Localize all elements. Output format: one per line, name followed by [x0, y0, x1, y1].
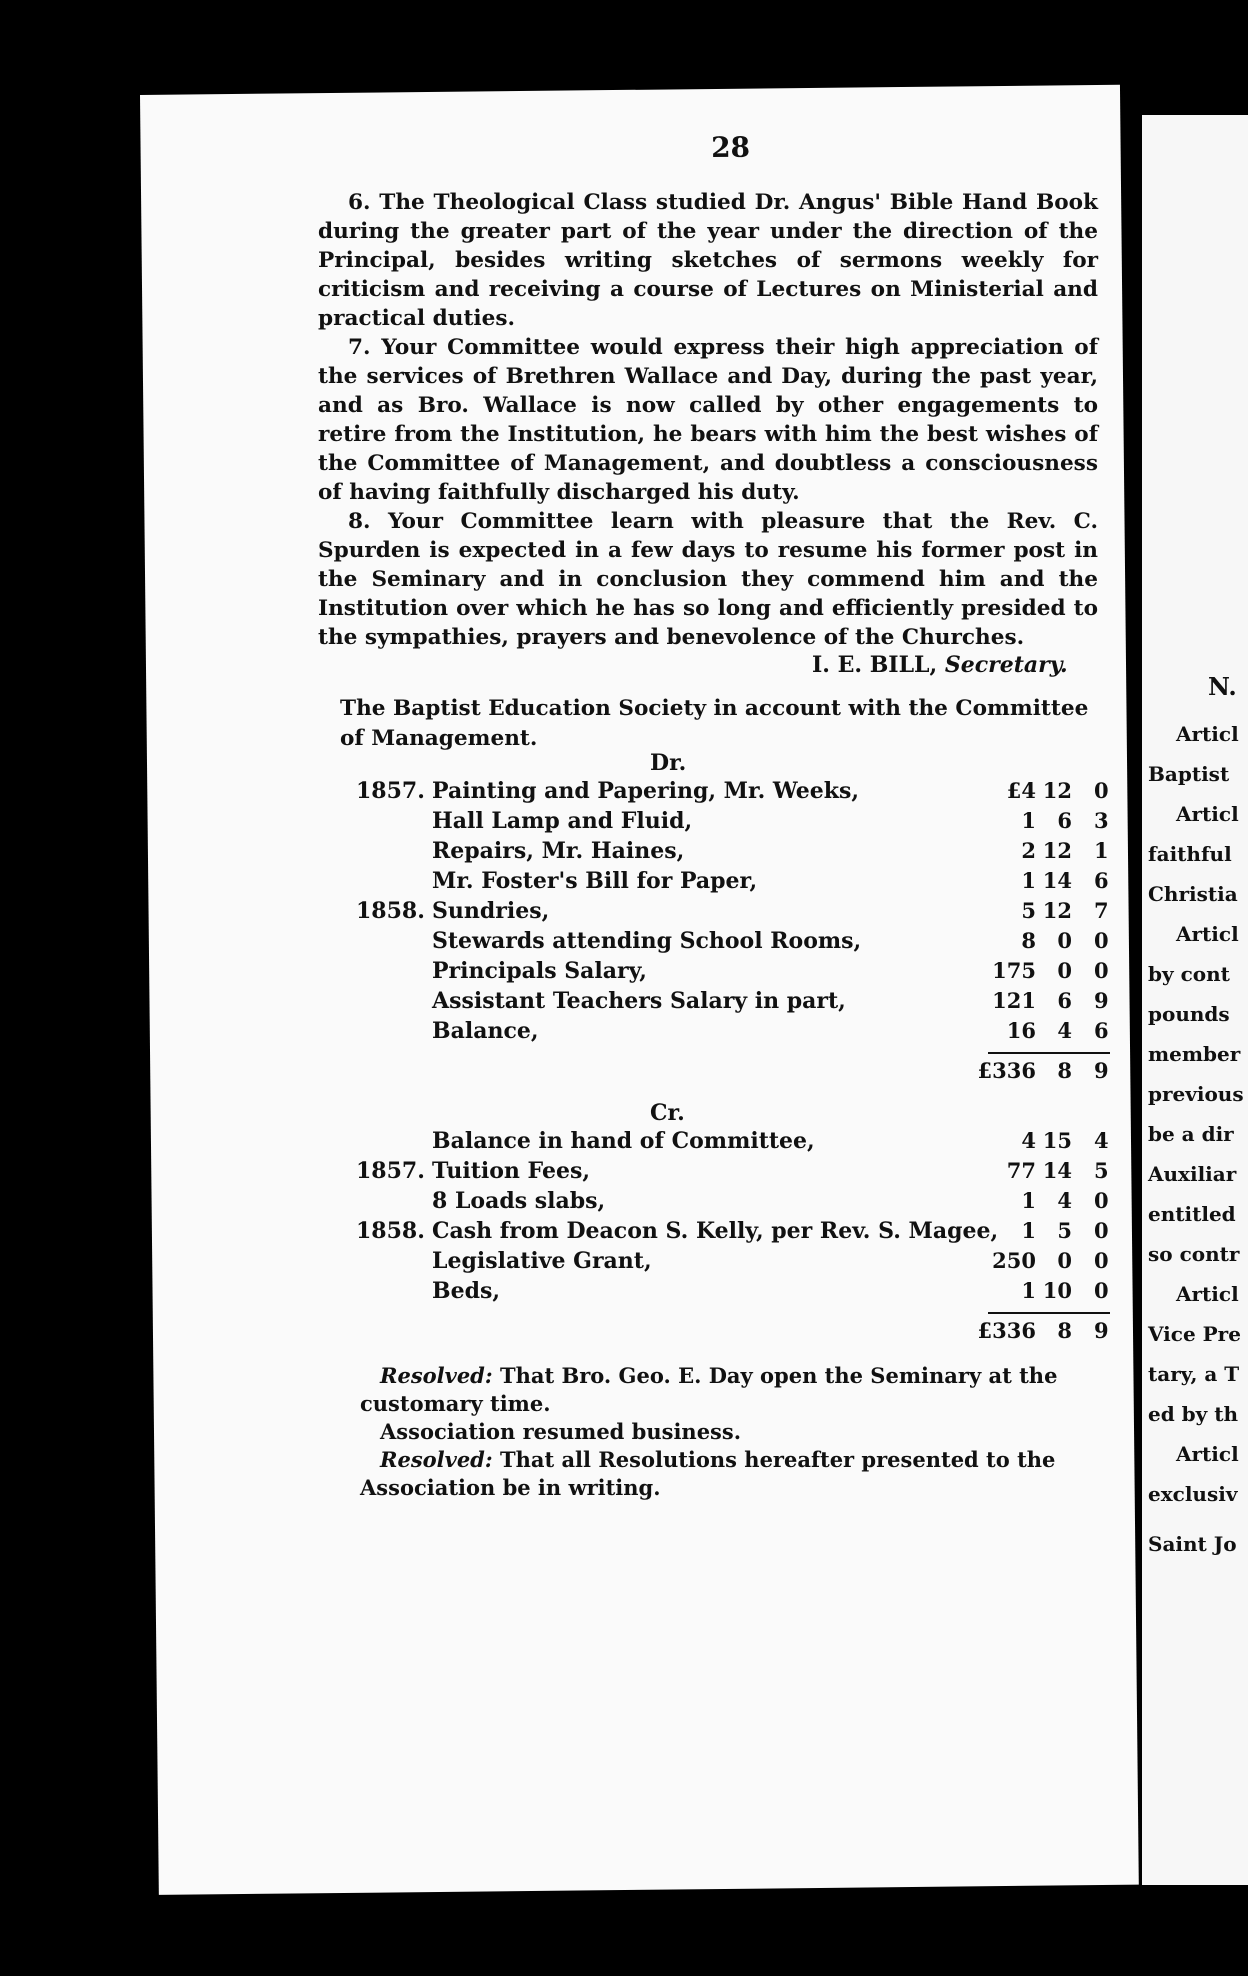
debit-pence: 0	[1094, 778, 1109, 803]
debit-item: Repairs, Mr. Haines,	[432, 838, 685, 864]
credit-total-rule	[988, 1312, 1110, 1314]
credit-shillings: 0	[1057, 1248, 1072, 1273]
debit-pence: 6	[1094, 1018, 1109, 1043]
debit-total-pounds: £336	[977, 1058, 1036, 1083]
resolution-text: That all Resolutions hereafter presented to the Association be in writing.	[360, 1447, 1056, 1500]
debit-shillings: 14	[1042, 868, 1072, 893]
signature-title: Secretary.	[944, 652, 1068, 678]
debit-item: Painting and Papering, Mr. Weeks,	[432, 778, 860, 804]
debit-item: Sundries,	[432, 898, 550, 924]
credit-pounds: 77	[1006, 1158, 1036, 1183]
right-page-line: pounds	[1148, 1002, 1230, 1026]
credit-year: 1857.	[356, 1158, 425, 1184]
right-page-line: member	[1148, 1042, 1241, 1066]
credit-pounds: 250	[992, 1248, 1036, 1273]
right-page-line: Articl	[1176, 802, 1239, 826]
paragraph-6: 6. The Theological Class studied Dr. Angus' Bible Hand Book during the greater part of the year under the direction of the Principal, besides writing sketches of sermons weekly for criticism and receiving a course of Lectures on Ministerial and practical duties.	[318, 190, 1098, 331]
debit-year: 1858.	[356, 898, 425, 924]
right-page-line: previous	[1148, 1082, 1244, 1106]
right-page-line: exclusiv	[1148, 1482, 1238, 1506]
debit-shillings: 0	[1057, 928, 1072, 953]
debit-pounds: 1	[1021, 868, 1036, 893]
right-page-fragment	[1142, 115, 1248, 1885]
right-page-line: Articl	[1176, 1282, 1239, 1306]
right-page-line: by cont	[1148, 962, 1230, 986]
debit-item: Principals Salary,	[432, 958, 647, 984]
credit-pence: 5	[1094, 1158, 1109, 1183]
right-page-line: Baptist	[1148, 762, 1230, 786]
page-number: 28	[710, 130, 751, 165]
debit-shillings: 6	[1057, 988, 1072, 1013]
resolutions	[360, 1362, 1100, 1502]
debit-shillings: 6	[1057, 808, 1072, 833]
debit-shillings: 12	[1042, 778, 1072, 803]
right-page-line: faithful	[1148, 842, 1232, 866]
debit-pence: 9	[1094, 988, 1109, 1013]
debit-total-rule	[988, 1052, 1110, 1054]
debit-pounds: 5	[1021, 898, 1036, 923]
debit-shillings: 12	[1042, 898, 1072, 923]
resolution-label: Resolved:	[380, 1447, 500, 1472]
credit-year: 1858.	[356, 1218, 425, 1244]
credit-pence: 0	[1094, 1188, 1109, 1213]
right-page-line: Articl	[1176, 1442, 1239, 1466]
debit-item: Balance,	[432, 1018, 539, 1044]
credit-item: Legislative Grant,	[432, 1248, 652, 1274]
credit-pounds: 4	[1021, 1128, 1036, 1153]
debit-heading: Dr.	[650, 750, 687, 776]
resolution-text: Association resumed business.	[380, 1419, 742, 1444]
credit-pounds: 1	[1021, 1188, 1036, 1213]
debit-shillings: 4	[1057, 1018, 1072, 1043]
debit-pence: 7	[1094, 898, 1109, 923]
credit-item: Beds,	[432, 1278, 501, 1304]
debit-pence: 0	[1094, 958, 1109, 983]
debit-pence: 0	[1094, 928, 1109, 953]
debit-pounds: 121	[992, 988, 1036, 1013]
credit-total-shillings: 8	[1057, 1318, 1072, 1343]
credit-shillings: 10	[1042, 1278, 1072, 1303]
credit-total-pence: 9	[1094, 1318, 1109, 1343]
debit-pounds: 16	[1006, 1018, 1036, 1043]
credit-shillings: 5	[1057, 1218, 1072, 1243]
debit-pounds: 8	[1021, 928, 1036, 953]
paragraph-7: 7. Your Committee would express their high appreciation of the services of Brethren Wallace and Day, during the past year, and as Bro. Wallace is now called by other engagements to retire from the Institution, he bears with him the best wishes of the Committee of Management, and doubtless a consciousness of having faithfully discharged his duty.	[318, 335, 1098, 505]
right-page-line: N.	[1208, 672, 1237, 701]
credit-pounds: 1	[1021, 1218, 1036, 1243]
debit-pence: 3	[1094, 808, 1109, 833]
credit-item: Balance in hand of Committee,	[432, 1128, 815, 1154]
debit-item: Assistant Teachers Salary in part,	[432, 988, 846, 1014]
debit-pounds: 175	[992, 958, 1036, 983]
debit-pounds: £4	[1006, 778, 1036, 803]
debit-shillings: 0	[1057, 958, 1072, 983]
resolution-2	[360, 1446, 1100, 1502]
credit-shillings: 4	[1057, 1188, 1072, 1213]
right-page-line: so contr	[1148, 1242, 1240, 1266]
debit-item: Stewards attending School Rooms,	[432, 928, 862, 954]
credit-item: Tuition Fees,	[432, 1158, 591, 1184]
credit-shillings: 14	[1042, 1158, 1072, 1183]
debit-pounds: 2	[1021, 838, 1036, 863]
resolution-text: That Bro. Geo. E. Day open the Seminary at the customary time.	[360, 1363, 1058, 1416]
credit-pence: 4	[1094, 1128, 1109, 1153]
right-page-line: tary, a T	[1148, 1362, 1240, 1386]
debit-item: Mr. Foster's Bill for Paper,	[432, 868, 758, 894]
resolution-1	[360, 1418, 1100, 1446]
right-page-line: Vice Pre	[1148, 1322, 1241, 1346]
right-page-line: Christia	[1148, 882, 1238, 906]
right-page-line: Auxiliar	[1148, 1162, 1237, 1186]
right-page-line: Articl	[1176, 722, 1239, 746]
debit-pounds: 1	[1021, 808, 1036, 833]
credit-pence: 0	[1094, 1278, 1109, 1303]
debit-pence: 6	[1094, 868, 1109, 893]
debit-total-shillings: 8	[1057, 1058, 1072, 1083]
right-page-line: Saint Jo	[1148, 1532, 1237, 1556]
credit-pounds: 1	[1021, 1278, 1036, 1303]
right-page-line: Articl	[1176, 922, 1239, 946]
debit-item: Hall Lamp and Fluid,	[432, 808, 693, 834]
credit-pence: 0	[1094, 1248, 1109, 1273]
debit-year: 1857.	[356, 778, 425, 804]
debit-pence: 1	[1094, 838, 1109, 863]
right-page-line: be a dir	[1148, 1122, 1234, 1146]
credit-pence: 0	[1094, 1218, 1109, 1243]
debit-total-pence: 9	[1094, 1058, 1109, 1083]
credit-heading: Cr.	[650, 1100, 685, 1126]
debit-shillings: 12	[1042, 838, 1072, 863]
credit-item: Cash from Deacon S. Kelly, per Rev. S. Magee,	[432, 1218, 999, 1244]
account-title: The Baptist Education Society in account with the Committee of Management.	[340, 696, 1089, 751]
credit-total-pounds: £336	[977, 1318, 1036, 1343]
credit-shillings: 15	[1042, 1128, 1072, 1153]
resolution-0	[360, 1362, 1100, 1418]
paragraph-8: 8. Your Committee learn with pleasure that the Rev. C. Spurden is expected in a few days to resume his former post in the Seminary and in conclusion they commend him and the Institution over which he has so long and efficiently presided to the sympathies, prayers and benevolence of the Churches.	[318, 509, 1098, 650]
right-page-line: entitled	[1148, 1202, 1236, 1226]
credit-item: 8 Loads slabs,	[432, 1188, 606, 1214]
right-page-line: ed by th	[1148, 1402, 1239, 1426]
resolution-label: Resolved:	[380, 1363, 500, 1388]
signature-name: I. E. BILL,	[812, 652, 938, 678]
